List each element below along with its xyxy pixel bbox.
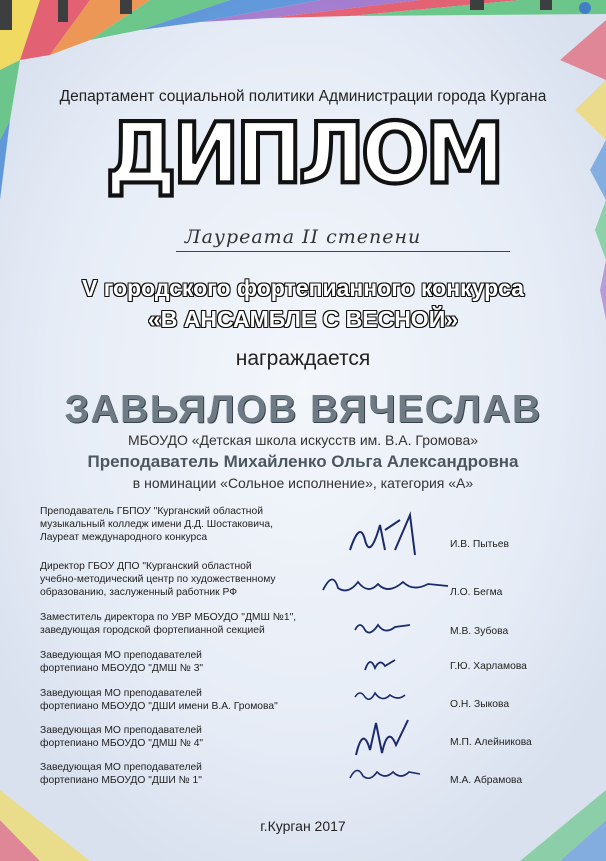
signatory-position: Заместитель директора по УВР МБОУДО "ДМШ №1", заведующая городской фортепианной секцией [40, 612, 297, 636]
signatory-position: Заведующая МО преподавателей фортепиано МБОУДО "ДМШ № 4" [40, 725, 204, 749]
signatory-position: Преподаватель ГБПОУ "Курганский областной музыкальный колледж имени Д.Д. Шостаковича, Лауреат международного конкурса [40, 506, 273, 543]
signature [350, 685, 420, 710]
school-name: МБОУДО «Детская школа искусств им. В.А. Громова» [127, 432, 479, 448]
recipient-name: ЗАВЬЯЛОВ ВЯЧЕСЛАВ [64, 388, 542, 431]
signatory-name: О.Н. Зыкова [450, 699, 510, 710]
signatory-position: Заведующая МО преподавателей фортепиано МБОУДО "ДМШ № 3" [40, 650, 204, 674]
nomination-text: в номинации «Сольное исполнение», категория «А» [132, 475, 474, 491]
teacher-name: Преподаватель Михайленко Ольга Александровна [87, 452, 519, 471]
contest-name-line1: V городского фортепианного конкурса [81, 275, 525, 301]
signature [345, 760, 425, 785]
signatory-position: Заведующая МО преподавателей фортепиано МБОУДО "ДШИ № 1" [40, 762, 202, 786]
signatory-name: М.В. Зубова [450, 626, 509, 637]
degree-underline [176, 251, 510, 252]
signatory-name: Л.О. Бегма [450, 587, 503, 598]
signatory-name: И.В. Пытьев [450, 539, 509, 550]
signature [340, 510, 430, 560]
signature [350, 615, 420, 640]
contest-name-line2: «В АНСАМБЛЕ С ВЕСНОЙ» [147, 306, 459, 332]
place-and-year: г.Курган 2017 [260, 818, 346, 834]
signature [318, 570, 453, 600]
awarded-text: награждается [235, 347, 371, 370]
award-degree: Лауреата II степени [184, 226, 422, 248]
diploma-title: ДИПЛОМ [105, 104, 501, 203]
signatory-name: Г.Ю. Харламова [450, 661, 527, 672]
signatory-position: Заведующая МО преподавателей фортепиано МБОУДО "ДШИ имени В.А. Громова" [40, 688, 278, 712]
signatory-name: М.А. Абрамова [450, 775, 523, 786]
signature [348, 715, 418, 760]
signature [360, 650, 400, 675]
signatory-name: М.П. Алейникова [450, 737, 532, 748]
department-name: Департамент социальной политики Администрации города Кургана [59, 88, 547, 105]
signatory-position: Директор ГБОУ ДПО "Курганский областной учебно-методический центр по художественному образованию, заслуженный работник РФ [40, 561, 276, 598]
